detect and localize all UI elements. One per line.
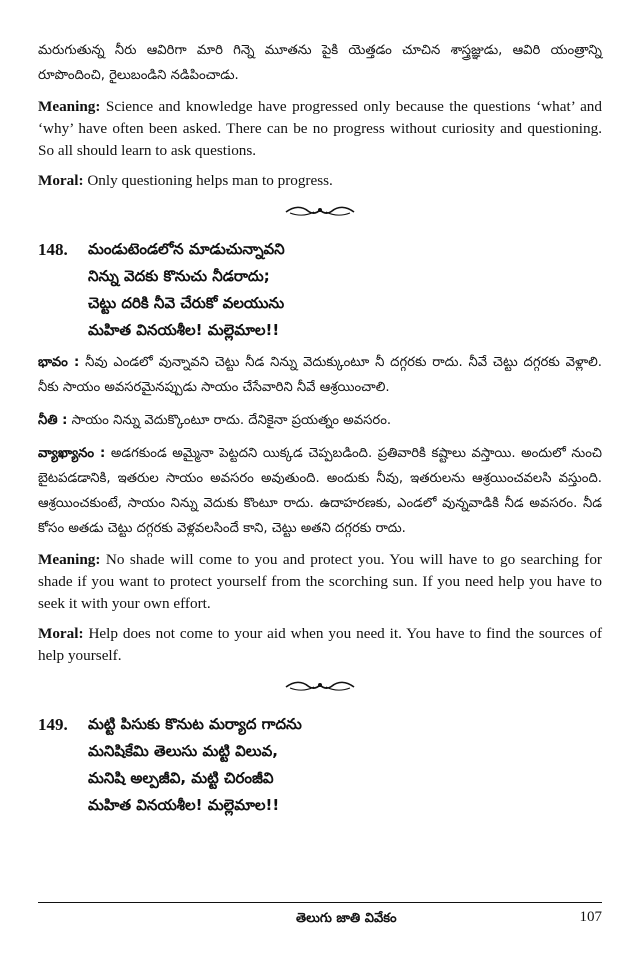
ornament-divider <box>284 677 356 693</box>
poem-line: మనిషి అల్పజీవి, మట్టి చిరంజీవి <box>88 769 274 787</box>
vyakhyanam-text: అడగకుండ అమ్మైనా పెట్టదని యిక్కడ చెప్పబడింది. ప్రతివారికి కష్టాలు వస్తాయి. అందులో నుంచి బైటపడడానికి, ఇతరుల సాయం అవసరం అవుతుంది. అందుకు నీవు, ఇతరులను ఆశ్రయించవలసి వస్తుంది. ఆశ్రయించకుంటే, సాయం నిన్ను వెదుకు కొంటూ రాదు. ఉదాహరణకు, ఎండలో వున్నవాడికి నీడ అవసరం. నీడ కోసం అతడు చెట్టు దగ్గరకు వెళ్లవలసిందే కాని, చెట్టు అతని దగ్గరకు రాదు. <box>38 446 602 536</box>
moral-label: Moral: <box>38 172 84 189</box>
poem-line: మనిషికేమి తెలుసు మట్టి విలువ, <box>88 742 278 760</box>
neeti-paragraph <box>38 408 602 433</box>
moral-text: Help does not come to your aid when you need it. You have to find the sources of help yourself. <box>38 625 602 664</box>
bhavam-paragraph <box>38 350 602 400</box>
vyakhyanam-paragraph <box>38 441 602 541</box>
meaning-paragraph <box>38 549 602 615</box>
meaning-paragraph <box>38 96 602 162</box>
meaning-text: No shade will come to you and protect you. You will have to go searching for shade if you want to protect yourself from the scorching sun. If you need help you have to seek it with your own effort. <box>38 551 602 612</box>
poem-line: మట్టి పిసుకు కొనుట మర్యాద గాదను <box>88 715 302 733</box>
poem-line: చెట్టు దరికి నీవె చేరుకో వలయును <box>88 294 285 312</box>
neeti-text: సాయం నిన్ను వెదుక్కొంటూ రాదు. దేనికైనా ప్రయత్నం అవసరం. <box>67 413 392 428</box>
page-number: 107 <box>579 909 602 925</box>
neeti-label: నీతి : <box>38 413 68 428</box>
book-title: తెలుగు జాతి వివేకం <box>296 911 397 926</box>
poem-number: 149. <box>38 715 68 734</box>
page-content <box>38 38 602 825</box>
moral-paragraph <box>38 170 602 192</box>
meaning-label: Meaning: <box>38 98 101 115</box>
moral-label: Moral: <box>38 625 84 642</box>
meaning-label: Meaning: <box>38 551 101 568</box>
poem-number: 148. <box>38 240 68 259</box>
poem-line: మండుటెండలోన మాడుచున్నావని <box>88 240 285 258</box>
moral-paragraph <box>38 623 602 667</box>
bhavam-label: భావం : <box>38 355 80 370</box>
telugu-paragraph: మరుగుతున్న నీరు ఆవిరిగా మారి గిన్నె మూతను పైకి యెత్తడం చూచిన శాస్త్రజ్ఞుడు, ఆవిరి యంత్రాన్ని రూపొందించి, రైలుబండిని నడిపించాడు. <box>38 43 602 83</box>
poem-lines <box>88 711 602 819</box>
meaning-text: Science and knowledge have progressed only because the questions ‘what’ and ‘why’ have often been asked. There can be no progress without curiosity and questioning. So all should learn to ask questions. <box>38 98 602 159</box>
moral-text: Only questioning helps man to progress. <box>83 172 333 189</box>
bhavam-text: నీవు ఎండలో వున్నావని చెట్టు నీడ నిన్ను వెదుక్కుంటూ నీ దగ్గరకు రాదు. నీవే చెట్టు దగ్గరకు వెళ్లాలి. నీకు సాయం అవసరమైనప్పుడు సాయం చేసేవారిని నీవే ఆశ్రయించాలి. <box>38 355 602 395</box>
poem-line: నిన్ను వెదకు కొనుచు నీడరాదు; <box>88 267 270 285</box>
ornament-divider <box>284 202 356 218</box>
poem-lines <box>88 236 602 344</box>
poem-line: మహిత వినయశీల! మల్లెమాల!! <box>88 796 280 814</box>
vyakhyanam-label: వ్యాఖ్యానం : <box>38 446 106 461</box>
page-footer <box>38 902 602 926</box>
poem-line: మహిత వినయశీల! మల్లెమాల!! <box>88 321 280 339</box>
poem-148 <box>38 236 602 344</box>
poem-149 <box>38 711 602 819</box>
